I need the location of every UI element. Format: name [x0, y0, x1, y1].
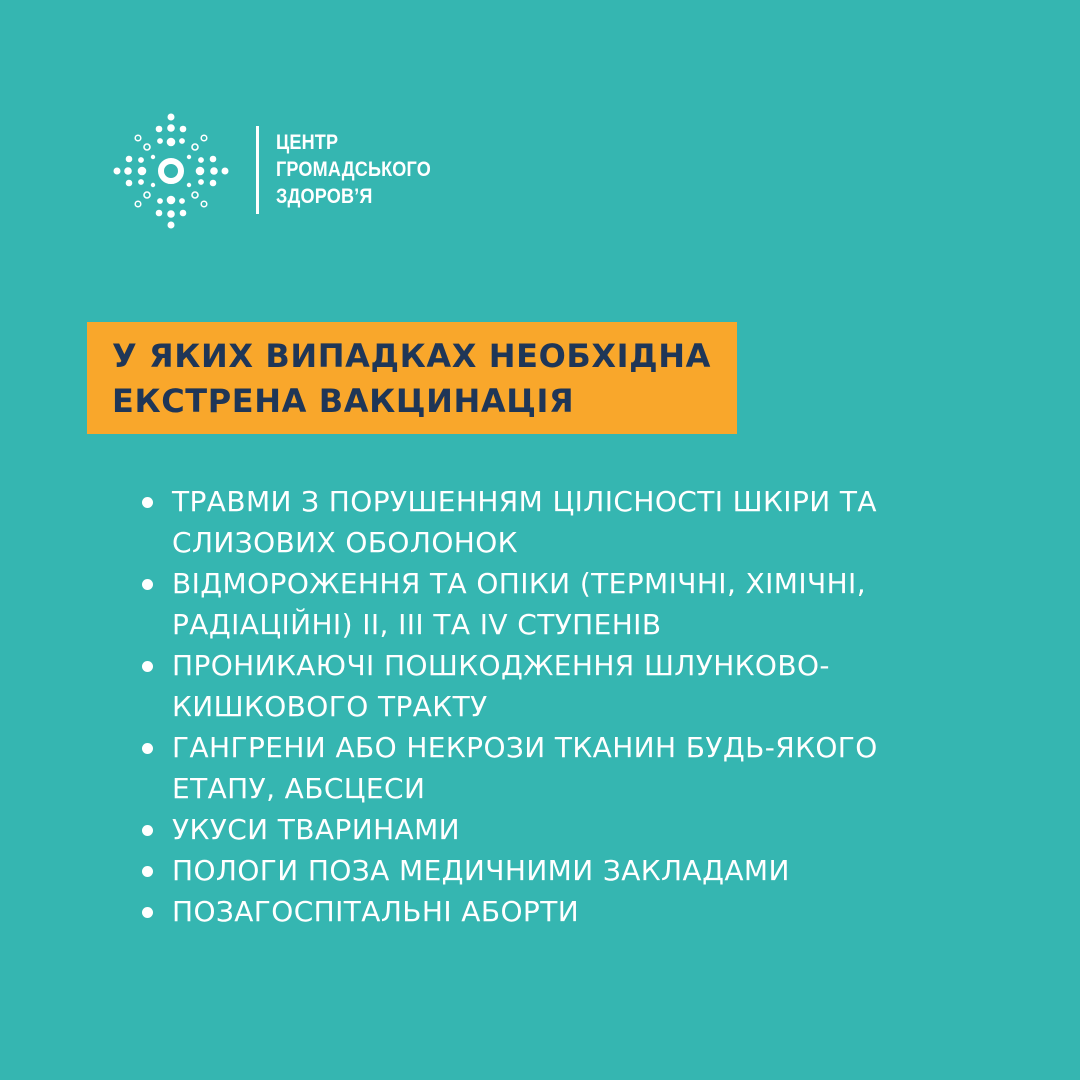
bullet-dot-icon [142, 497, 153, 508]
logo-line-1: ЦЕНТР [276, 131, 339, 154]
list-item [138, 809, 1038, 850]
logo-wordmark [276, 129, 431, 210]
bullet-dot-icon [142, 743, 153, 754]
headline-banner [87, 322, 737, 434]
bullet-dot-icon [142, 907, 153, 918]
list-item [138, 727, 1038, 809]
logo-center-ring [161, 161, 181, 181]
bullet-dot-icon [142, 866, 153, 877]
logo-divider [256, 126, 259, 214]
list-item [138, 891, 1038, 932]
list-item [138, 850, 1038, 891]
list-item-text: ТРАВМИ З ПОРУШЕННЯМ ЦІЛІСНОСТІ ШКІРИ ТА СЛИЗОВИХ ОБОЛОНОК [172, 485, 877, 559]
emergency-vaccination-cases-list [138, 481, 1038, 932]
headline-line-2: ЕКСТРЕНА ВАКЦИНАЦІЯ [112, 382, 575, 420]
bullet-dot-icon [142, 579, 153, 590]
list-item [138, 563, 1038, 645]
list-item [138, 481, 1038, 563]
bullet-dot-icon [142, 825, 153, 836]
list-item-text: ГАНГРЕНИ АБО НЕКРОЗИ ТКАНИН БУДЬ-ЯКОГО ЕТАПУ, АБСЦЕСИ [172, 731, 878, 805]
list-item-text: ПРОНИКАЮЧІ ПОШКОДЖЕННЯ ШЛУНКОВО- КИШКОВОГО ТРАКТУ [172, 649, 830, 723]
logo-line-3: ЗДОРОВ’Я [276, 185, 373, 208]
logo-line-2: ГРОМАДСЬКОГО [276, 158, 431, 181]
bullet-dot-icon [142, 661, 153, 672]
list-item-text: ПОЛОГИ ПОЗА МЕДИЧНИМИ ЗАКЛАДАМИ [172, 854, 790, 887]
dotted-circle-logo-icon [111, 111, 231, 231]
list-item-text: УКУСИ ТВАРИНАМИ [172, 813, 461, 846]
logo-mark-svg [111, 111, 231, 231]
list-item-text: ПОЗАГОСПІТАЛЬНІ АБОРТИ [172, 895, 580, 928]
list-item-text: ВІДМОРОЖЕННЯ ТА ОПІКИ (ТЕРМІЧНІ, ХІМІЧНІ, РАДІАЦІЙНІ) ІІ, ІІІ ТА IV СТУПЕНІВ [172, 567, 867, 641]
list-item [138, 645, 1038, 727]
headline-line-1: У ЯКИХ ВИПАДКАХ НЕОБХІДНА [112, 337, 712, 375]
